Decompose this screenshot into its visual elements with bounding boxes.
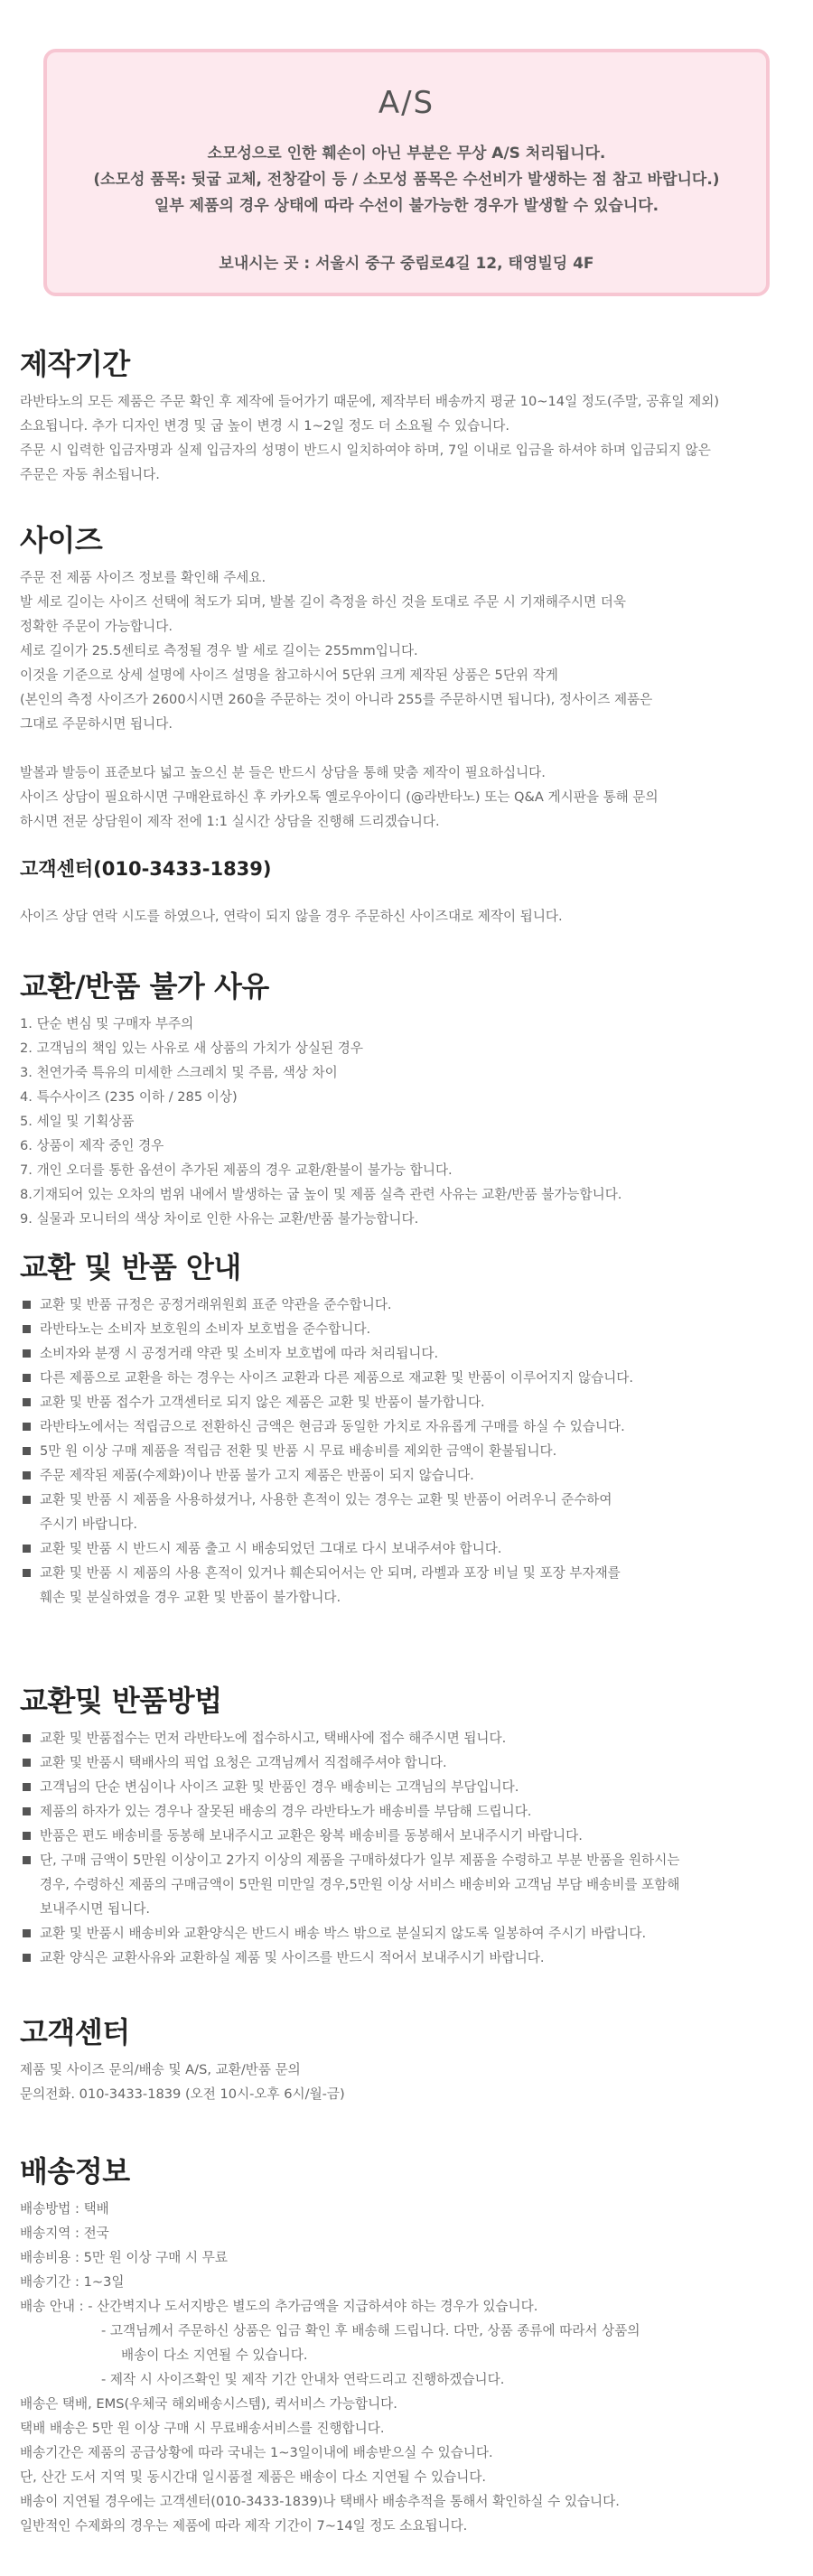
bullet-item xyxy=(20,1341,797,1366)
square-bullet-icon xyxy=(23,1447,31,1455)
bullet-item xyxy=(20,1439,797,1463)
shipping-line: 배송은 택배, EMS(우체국 해외배송시스템), 퀵서비스 가능합니다. xyxy=(20,2396,397,2412)
square-bullet-icon xyxy=(23,1423,31,1431)
text-line: (본인의 측정 사이즈가 2600시시면 260을 주문하는 것이 아니라 255를 주문하시면 됩니다), 정사이즈 제품은 xyxy=(20,692,653,707)
shipping-line: 택배 배송은 5만 원 이상 구매 시 무료배송서비스를 진행합니다. xyxy=(20,2421,385,2436)
bullet-text: 교환 및 반품시 배송비와 교환양식은 반드시 배송 박스 밖으로 분실되지 않도록 일봉하여 주시기 바랍니다. xyxy=(40,1926,647,1941)
list-item: 1. 단순 변심 및 구매자 부주의 xyxy=(20,1016,194,1031)
square-bullet-icon xyxy=(23,1856,31,1864)
bullet-text: 라반타노에서는 적립금으로 전환하신 금액은 현금과 동일한 가치로 자유롭게 구매를 하실 수 있습니다. xyxy=(40,1419,625,1434)
bullet-item xyxy=(20,1561,797,1585)
bullet-item xyxy=(20,1488,797,1512)
shipping-line: 배송지역 : 전국 xyxy=(20,2226,109,2241)
bullet-text: 교환 및 반품 접수가 고객센터로 되지 않은 제품은 교환 및 반품이 불가합니다. xyxy=(40,1395,485,1410)
list-item: 9. 실물과 모니터의 색상 차이로 인한 사유는 교환/반품 불가능합니다. xyxy=(20,1211,419,1227)
square-bullet-icon xyxy=(23,1545,31,1553)
square-bullet-icon xyxy=(23,1832,31,1840)
text-line: 소요됩니다. 추가 디자인 변경 및 굽 높이 변경 시 1~2일 정도 더 소요될 수 있습니다. xyxy=(20,418,510,434)
text-line: 발 세로 길이는 사이즈 선택에 척도가 되며, 발볼 길이 측정을 하신 것을 토대로 주문 시 기재해주시면 더욱 xyxy=(20,594,626,610)
shipping-line: 배송방법 : 택배 xyxy=(20,2201,109,2217)
customer-center-section xyxy=(20,2014,797,2106)
size-section xyxy=(20,522,797,929)
section-title: 교환 및 반품 안내 xyxy=(20,1250,241,1284)
bullet-continuation: 주시기 바랍니다. xyxy=(40,1517,137,1532)
list-item: 3. 천연가죽 특유의 미세한 스크레치 및 주름, 색상 차이 xyxy=(20,1065,338,1080)
production-lines xyxy=(20,389,797,487)
text-line: 주문은 자동 취소됩니다. xyxy=(20,467,160,482)
square-bullet-icon xyxy=(23,1325,31,1333)
section-title: 제작기간 xyxy=(20,347,130,381)
exchange-method-list xyxy=(20,1726,797,1970)
section-title: 교환및 반품방법 xyxy=(20,1684,222,1718)
bullet-item xyxy=(20,1775,797,1799)
text-line: 하시면 전문 상담원이 제작 전에 1:1 실시간 상담을 진행해 드리겠습니다. xyxy=(20,814,440,829)
bullet-item xyxy=(20,1921,797,1946)
bullet-item xyxy=(20,1799,797,1824)
square-bullet-icon xyxy=(23,1569,31,1577)
shipping-line: 단, 산간 도서 지역 및 동시간대 일시품절 제품은 배송이 다소 지연될 수 있습니다. xyxy=(20,2469,487,2485)
list-item: 4. 특수사이즈 (235 이하 / 285 이상) xyxy=(20,1089,238,1105)
bullet-text: 소비자와 분쟁 시 공정거래 약관 및 소비자 보호법에 따라 처리됩니다. xyxy=(40,1346,439,1361)
bullet-item xyxy=(20,1317,797,1341)
shipping-line: - 고객님께서 주문하신 상품은 입금 확인 후 배송해 드립니다. 다만, 상품 종류에 따라서 상품의 xyxy=(101,2323,640,2338)
bullet-text: 제품의 하자가 있는 경우나 잘못된 배송의 경우 라반타노가 배송비를 부담해 드립니다. xyxy=(40,1804,532,1819)
as-line: (소모성 품목: 뒷굽 교체, 전창갈이 등 / 소모성 품목은 수선비가 발생하는 점 참고 바랍니다.) xyxy=(93,171,720,189)
text-line: 사이즈 상담이 필요하시면 구매완료하신 후 카카오톡 옐로우아이디 (@라반타노) 또는 Q&A 게시판을 통해 문의 xyxy=(20,789,659,805)
bullet-item xyxy=(20,1848,797,1872)
text-line: 그대로 주문하시면 됩니다. xyxy=(20,716,173,732)
shipping-section xyxy=(20,2153,797,2538)
shipping-line: 배송비용 : 5만 원 이상 구매 시 무료 xyxy=(20,2250,228,2265)
customer-center-phone-title: 고객센터(010-3433-1839) xyxy=(20,858,272,880)
text-line: 라반타노의 모든 제품은 주문 확인 후 제작에 들어가기 때문에, 제작부터 배송까지 평균 10~14일 정도(주말, 공휴일 제외) xyxy=(20,394,720,409)
as-lines xyxy=(47,141,766,219)
bullet-item xyxy=(20,1366,797,1390)
bullet-text: 단, 구매 금액이 5만원 이상이고 2가지 이상의 제품을 구매하셨다가 일부 제품을 수령하고 부분 반품을 원하시는 xyxy=(40,1853,680,1868)
bullet-text: 교환 및 반품 시 반드시 제품 출고 시 배송되었던 그대로 다시 보내주셔야 합니다. xyxy=(40,1541,502,1556)
as-notice-box xyxy=(43,49,770,296)
square-bullet-icon xyxy=(23,1301,31,1309)
square-bullet-icon xyxy=(23,1759,31,1767)
bullet-text: 5만 원 이상 구매 제품을 적립금 전환 및 반품 시 무료 배송비를 제외한 금액이 환불됩니다. xyxy=(40,1443,557,1459)
bullet-text: 라반타노는 소비자 보호원의 소비자 보호법을 준수합니다. xyxy=(40,1321,371,1337)
shipping-line: 일반적인 수제화의 경우는 제품에 따라 제작 기간이 7~14일 정도 소요됩니다. xyxy=(20,2518,468,2534)
bullet-item xyxy=(20,1750,797,1775)
bullet-item xyxy=(20,1726,797,1750)
square-bullet-icon xyxy=(23,1471,31,1479)
bullet-item xyxy=(20,1390,797,1414)
bullet-item xyxy=(20,1414,797,1439)
list-item: 8.기재되어 있는 오차의 범위 내에서 발생하는 굽 높이 및 제품 실측 관련 사유는 교환/반품 불가능합니다. xyxy=(20,1187,622,1202)
exchange-guide-list xyxy=(20,1293,797,1610)
shipping-line: 배송이 다소 지연될 수 있습니다. xyxy=(121,2347,308,2363)
list-item: 2. 고객님의 책임 있는 사유로 새 상품의 가치가 상실된 경우 xyxy=(20,1041,363,1056)
text-line: 발볼과 발등이 표준보다 넓고 높으신 분 들은 반드시 상담을 통해 맞춤 제작이 필요하십니다. xyxy=(20,765,546,780)
square-bullet-icon xyxy=(23,1496,31,1504)
bullet-item xyxy=(20,1824,797,1848)
as-address: 보내시는 곳 : 서울시 중구 중림로4길 12, 태영빌딩 4F xyxy=(219,255,594,273)
square-bullet-icon xyxy=(23,1734,31,1742)
shipping-line: 배송이 지연될 경우에는 고객센터(010-3433-1839)나 택배사 배송추적을 통해서 확인하실 수 있습니다. xyxy=(20,2494,620,2509)
text-line: 주문 시 입력한 입금자명과 실제 입금자의 성명이 반드시 일치하여야 하며, 7일 이내로 입금을 하셔야 하며 입금되지 않은 xyxy=(20,443,711,458)
bullet-text: 교환 및 반품 시 제품을 사용하셨거나, 사용한 흔적이 있는 경우는 교환 및 반품이 어려우니 준수하여 xyxy=(40,1492,612,1507)
bullet-text: 교환 및 반품 규정은 공정거래위원회 표준 약관을 준수합니다. xyxy=(40,1297,392,1312)
section-title: 사이즈 xyxy=(20,523,103,557)
bullet-item xyxy=(20,1536,797,1561)
bullet-item xyxy=(20,1293,797,1317)
bullet-text: 교환 및 반품시 택배사의 픽업 요청은 고객님께서 직접해주셔야 합니다. xyxy=(40,1755,447,1770)
square-bullet-icon xyxy=(23,1807,31,1815)
text-line: 제품 및 사이즈 문의/배송 및 A/S, 교환/반품 문의 xyxy=(20,2062,301,2077)
bullet-text: 교환 및 반품 시 제품의 사용 흔적이 있거나 훼손되어서는 안 되며, 라벨과 포장 비닐 및 포장 부자재를 xyxy=(40,1565,621,1581)
production-section xyxy=(20,346,797,487)
exchange-method-section xyxy=(20,1683,797,1970)
text-line: 세로 길이가 25.5센티로 측정될 경우 발 세로 길이는 255mm입니다. xyxy=(20,643,418,658)
bullet-continuation: 경우, 수령하신 제품의 구매금액이 5만원 미만일 경우,5만원 이상 서비스 배송비와 고객님 부담 배송비를 포함해 xyxy=(40,1877,680,1892)
shipping-line: 배송기간은 제품의 공급상황에 따라 국내는 1~3일이내에 배송받으실 수 있습니다. xyxy=(20,2445,493,2460)
shipping-list xyxy=(20,2197,797,2538)
square-bullet-icon xyxy=(23,1783,31,1791)
bullet-text: 교환 양식은 교환사유와 교환하실 제품 및 사이즈를 반드시 적어서 보내주시기 바랍니다. xyxy=(40,1950,545,1965)
square-bullet-icon xyxy=(23,1398,31,1406)
exchange-guide-section xyxy=(20,1249,797,1610)
bullet-continuation: 보내주시면 됩니다. xyxy=(40,1901,151,1917)
bullet-text: 교환 및 반품접수는 먼저 라반타노에 접수하시고, 택배사에 접수 해주시면 됩니다. xyxy=(40,1731,507,1746)
section-title: 배송정보 xyxy=(20,2154,130,2189)
text-line: 이것을 기준으로 상세 설명에 사이즈 설명을 참고하시어 5단위 크게 제작된 상품은 5단위 작게 xyxy=(20,667,558,683)
bullet-continuation: 훼손 및 분실하였을 경우 교환 및 반품이 불가합니다. xyxy=(40,1590,341,1605)
square-bullet-icon xyxy=(23,1929,31,1937)
list-item: 5. 세일 및 기획상품 xyxy=(20,1114,135,1129)
square-bullet-icon xyxy=(23,1374,31,1382)
shipping-line: 배송 안내 : - 산간벽지나 도서지방은 별도의 추가금액을 지급하셔야 하는 경우가 있습니다. xyxy=(20,2299,538,2314)
bullet-text: 고객님의 단순 변심이나 사이즈 교환 및 반품인 경우 배송비는 고객님의 부담입니다. xyxy=(40,1779,519,1795)
as-line: 일부 제품의 경우 상태에 따라 수선이 불가능한 경우가 발생할 수 있습니다. xyxy=(154,197,659,215)
list-item: 7. 개인 오더를 통한 옵션이 추가된 제품의 경우 교환/환불이 불가능 합니다. xyxy=(20,1162,453,1178)
text-line: 정확한 주문이 가능합니다. xyxy=(20,619,173,634)
shipping-line: 배송기간 : 1~3일 xyxy=(20,2274,125,2290)
as-title: A/S xyxy=(378,85,435,121)
square-bullet-icon xyxy=(23,1349,31,1358)
list-item: 6. 상품이 제작 중인 경우 xyxy=(20,1138,164,1153)
bullet-text: 주문 제작된 제품(수제화)이나 반품 불가 고지 제품은 반품이 되지 않습니다. xyxy=(40,1468,474,1483)
section-title: 교환/반품 불가 사유 xyxy=(20,969,269,1003)
shipping-line: - 제작 시 사이즈확인 및 제작 기간 안내차 연락드리고 진행하겠습니다. xyxy=(101,2372,505,2387)
bullet-item xyxy=(20,1463,797,1488)
contact-phone-line: 문의전화. 010-3433-1839 (오전 10시-오후 6시/월-금) xyxy=(20,2086,345,2102)
as-line: 소모성으로 인한 훼손이 아닌 부분은 무상 A/S 처리됩니다. xyxy=(207,145,606,163)
bullet-text: 반품은 편도 배송비를 동봉해 보내주시고 교환은 왕복 배송비를 동봉해서 보내주시기 바랍니다. xyxy=(40,1828,583,1843)
section-title: 고객센터 xyxy=(20,2015,130,2049)
square-bullet-icon xyxy=(23,1954,31,1962)
bullet-text: 다른 제품으로 교환을 하는 경우는 사이즈 교환과 다른 제품으로 재교환 및 반품이 이루어지지 않습니다. xyxy=(40,1370,634,1386)
bullet-item xyxy=(20,1946,797,1970)
size-consult-note: 사이즈 상담 연락 시도를 하였으나, 연락이 되지 않을 경우 주문하신 사이즈대로 제작이 됩니다. xyxy=(20,909,563,924)
text-line: 주문 전 제품 사이즈 정보를 확인해 주세요. xyxy=(20,570,266,585)
no-exchange-section xyxy=(20,968,797,1231)
